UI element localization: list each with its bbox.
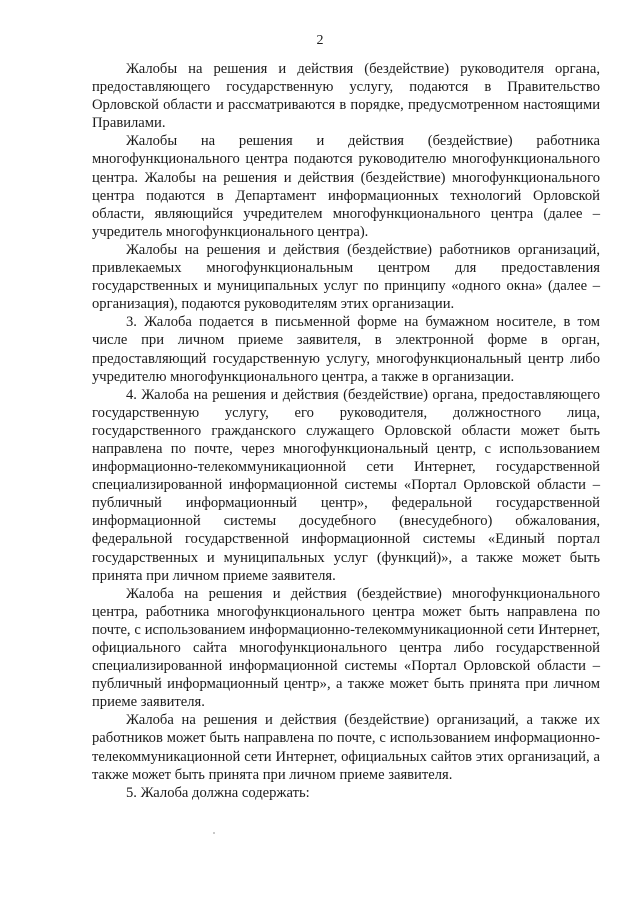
paragraph-mfc-complaint-channels: Жалоба на решения и действия (бездействие) многофункционального центра, работника многофункционального центра может быть направлена по почте, с использованием информационно-телекоммуникационной сети Интернет, официального сайта многофункционального центра либо государственной специализированной информационной системы «Портал Орловской области – публичный информационный центр», а также может быть принята при личном приеме заявителя. — [92, 585, 600, 711]
paragraph-organization-complaints: Жалобы на решения и действия (бездействие) работников организаций, привлекаемых многофункциональным центром для предоставления государственных и муниципальных услуг по принципу «одного окна» (далее – организация), подаются руководителям этих организации. — [92, 241, 600, 313]
paragraph-organization-complaint-channels: Жалоба на решения и действия (бездействие) организаций, а также их работников может быть направлена по почте, с использованием информационно-телекоммуникационной сети Интернет, официальных сайтов этих организаций, а также может быть принята при личном приеме заявителя. — [92, 712, 600, 783]
paragraph-item-3: 3. Жалоба подается в письменной форме на бумажном носителе, в том числе при личном приеме заявителя, в электронной форме в орган, предоставляющий государственную услугу, многофункциональный центр либо учредителю многофункционального центра, а также в организации. — [92, 314, 600, 385]
document-body — [92, 60, 600, 802]
paragraph-item-4: 4. Жалоба на решения и действия (бездействие) органа, предоставляющего государственную услугу, его руководителя, должностного лица, государственного гражданского служащего Орловской области может быть направлена по почте, через многофункциональный центр, с использованием информационно-телекоммуникационной сети Интернет, государственной специализированной информационной системы «Портал Орловской области – публичный информационный центр», федеральной государственной информационной системы досудебного (внесудебного) обжалования, федеральной государственной информационной системы «Единый портал государственных и муниципальных услуг (функций)», а также может быть принята при личном приеме заявителя. — [92, 386, 600, 584]
paragraph-mfc-worker-complaints: Жалобы на решения и действия (бездействие) работника многофункционального центра подаются руководителю многофункционального центра. Жалобы на решения и действия (бездействие) многофункционального центра подаются в Департамент информационных технологий Орловской области, являющийся учредителем многофункционального центра (далее – учредитель многофункционального центра). — [92, 133, 600, 240]
page-number: 2 — [316, 33, 324, 48]
scan-speck — [213, 832, 215, 834]
paragraph-item-5: 5. Жалоба должна содержать: — [126, 784, 310, 801]
paragraph-head-complaints: Жалобы на решения и действия (бездействие) руководителя органа, предоставляющего государственную услугу, подаются в Правительство Орловской области и рассматриваются в порядке, предусмотренном настоящими Правилами. — [92, 61, 600, 132]
